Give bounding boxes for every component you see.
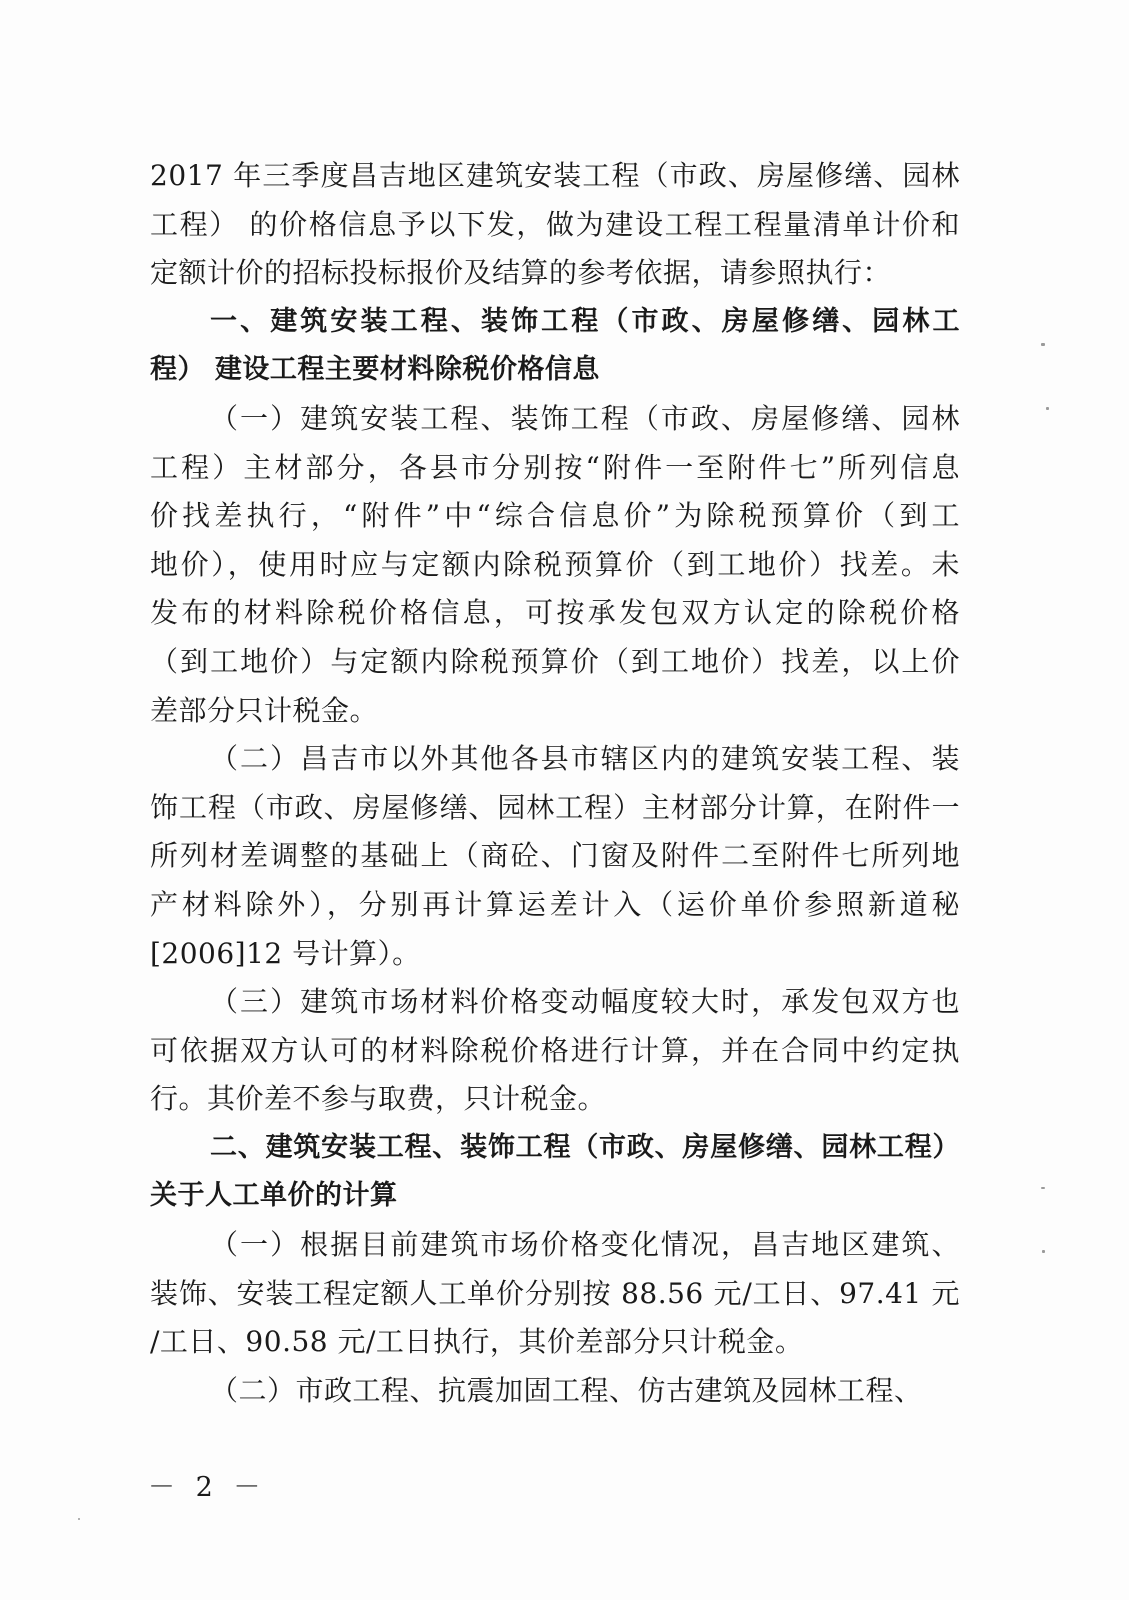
scan-speck [1041,1187,1045,1189]
page-number: － 2 － [148,1472,267,1503]
scan-speck [1041,343,1045,346]
text-line: （一）根据目前建筑市场价格变化情况，昌吉地区建筑、 [210,1228,960,1262]
text-line: （一）建筑安装工程、装饰工程（市政、房屋修缮、园林 [210,401,960,435]
text-line: 发布的材料除税价格信息，可按承发包双方认定的除税价格 [150,596,960,630]
text-line: 装饰、安装工程定额人工单价分别按 88.56 元/工日、97.41 元 [150,1276,960,1310]
text-line: 产材料除外），分别再计算运差计入（运价单价参照新道秘 [150,887,960,921]
text-line: 2017 年三季度昌吉地区建筑安装工程（市政、房屋修缮、园林 [150,159,960,192]
text-line: （二）市政工程、抗震加固工程、仿古建筑及园林工程、 [210,1373,923,1407]
text-line: [2006]12 号计算）。 [150,936,421,970]
text-line: 所列材差调整的基础上（商砼、门窗及附件二至附件七所列地 [150,839,960,873]
section-heading-2-cont: 关于人工单价的计算 [150,1180,398,1212]
text-line: 行。其价差不参与取费，只计税金。 [150,1082,607,1116]
text-line: 价找差执行，“附件”中“综合信息价”为除税预算价（到工 [150,499,960,533]
text-line: 差部分只计税金。 [150,693,379,727]
scan-speck [1042,1250,1045,1253]
text-line: 可依据双方认可的材料除税价格进行计算，并在合同中约定执 [150,1033,960,1067]
text-line: 工程）主材部分，各县市分别按“附件一至附件七”所列信息 [150,450,960,484]
section-heading-1: 一、建筑安装工程、装饰工程（市政、房屋修缮、园林工 [210,305,960,337]
text-line: （二）昌吉市以外其他各县市辖区内的建筑安装工程、装 [210,742,960,776]
text-line: 定额计价的招标投标报价及结算的参考依据，请参照执行： [150,256,892,290]
section-heading-1-cont: 程） 建设工程主要材料除税价格信息 [150,354,600,386]
scan-speck [1046,407,1049,410]
body-text [150,152,960,1415]
text-line: /工日、90.58 元/工日执行，其价差部分只计税金。 [150,1325,804,1359]
text-line: 地价），使用时应与定额内除税预算价（到工地价）找差。未 [150,547,960,581]
text-line: （三）建筑市场材料价格变动幅度较大时，承发包双方也 [210,985,960,1019]
text-line: 工程） 的价格信息予以下发，做为建设工程工程量清单计价和 [150,207,960,241]
text-line: （到工地价）与定额内除税预算价（到工地价）找差，以上价 [150,644,960,678]
text-line: 饰工程（市政、房屋修缮、园林工程）主材部分计算，在附件一 [150,790,960,824]
section-heading-2: 二、建筑安装工程、装饰工程（市政、房屋修缮、园林工程） [210,1131,960,1163]
scan-speck [78,1518,80,1520]
